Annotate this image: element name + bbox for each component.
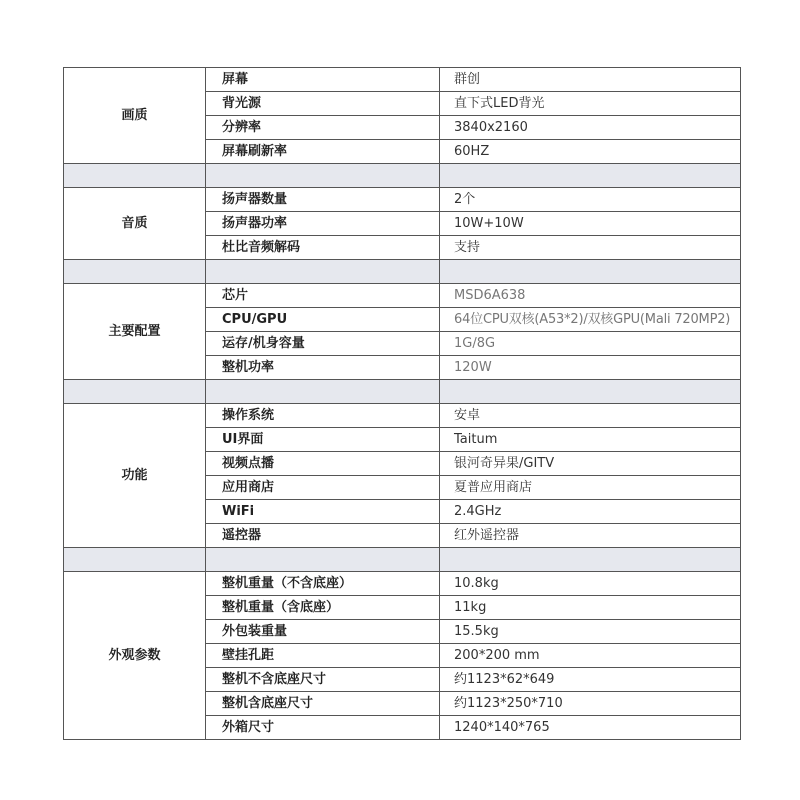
spec-label: 分辨率 bbox=[206, 116, 440, 140]
separator-cell bbox=[64, 164, 206, 188]
spec-value: 60HZ bbox=[440, 140, 741, 164]
spec-value: 银河奇异果/GITV bbox=[440, 452, 741, 476]
spec-label: 杜比音频解码 bbox=[206, 236, 440, 260]
spec-value: 1G/8G bbox=[440, 332, 741, 356]
spec-value: 2.4GHz bbox=[440, 500, 741, 524]
separator-cell bbox=[206, 164, 440, 188]
spec-table bbox=[63, 67, 741, 740]
spec-label: WiFi bbox=[206, 500, 440, 524]
spec-label: UI界面 bbox=[206, 428, 440, 452]
category-label: 外观参数 bbox=[64, 572, 206, 740]
category-label: 主要配置 bbox=[64, 284, 206, 380]
spec-label: CPU/GPU bbox=[206, 308, 440, 332]
spec-value: 1240*140*765 bbox=[440, 716, 741, 740]
spec-row bbox=[64, 68, 741, 92]
spec-label: 外箱尺寸 bbox=[206, 716, 440, 740]
separator-cell bbox=[206, 380, 440, 404]
spec-value: 10.8kg bbox=[440, 572, 741, 596]
spec-value: 夏普应用商店 bbox=[440, 476, 741, 500]
spec-value: 15.5kg bbox=[440, 620, 741, 644]
spec-value: 64位CPU双核(A53*2)/双核GPU(Mali 720MP2) bbox=[440, 308, 741, 332]
category-label: 画质 bbox=[64, 68, 206, 164]
spec-label: 背光源 bbox=[206, 92, 440, 116]
spec-label: 整机重量（含底座） bbox=[206, 596, 440, 620]
spec-value: 2个 bbox=[440, 188, 741, 212]
separator-cell bbox=[206, 260, 440, 284]
spec-label: 扬声器功率 bbox=[206, 212, 440, 236]
spec-label: 屏幕 bbox=[206, 68, 440, 92]
spec-row bbox=[64, 404, 741, 428]
spec-label: 遥控器 bbox=[206, 524, 440, 548]
spec-label: 视频点播 bbox=[206, 452, 440, 476]
separator-cell bbox=[64, 380, 206, 404]
spec-value: 3840x2160 bbox=[440, 116, 741, 140]
spec-value: 120W bbox=[440, 356, 741, 380]
separator-cell bbox=[440, 260, 741, 284]
spec-value: 直下式LED背光 bbox=[440, 92, 741, 116]
spec-label: 操作系统 bbox=[206, 404, 440, 428]
spec-value: 安卓 bbox=[440, 404, 741, 428]
spec-label: 芯片 bbox=[206, 284, 440, 308]
spec-value: Taitum bbox=[440, 428, 741, 452]
spec-label: 整机含底座尺寸 bbox=[206, 692, 440, 716]
spec-label: 外包装重量 bbox=[206, 620, 440, 644]
spec-label: 整机功率 bbox=[206, 356, 440, 380]
spec-row bbox=[64, 188, 741, 212]
spec-label: 应用商店 bbox=[206, 476, 440, 500]
spec-value: MSD6A638 bbox=[440, 284, 741, 308]
section-separator bbox=[64, 380, 741, 404]
section-separator bbox=[64, 260, 741, 284]
separator-cell bbox=[440, 380, 741, 404]
separator-cell bbox=[440, 548, 741, 572]
section-separator bbox=[64, 548, 741, 572]
spec-value: 约1123*62*649 bbox=[440, 668, 741, 692]
spec-label: 整机不含底座尺寸 bbox=[206, 668, 440, 692]
category-label: 功能 bbox=[64, 404, 206, 548]
separator-cell bbox=[64, 548, 206, 572]
spec-value: 11kg bbox=[440, 596, 741, 620]
spec-row bbox=[64, 284, 741, 308]
spec-value: 约1123*250*710 bbox=[440, 692, 741, 716]
spec-label: 运存/机身容量 bbox=[206, 332, 440, 356]
separator-cell bbox=[64, 260, 206, 284]
spec-label: 扬声器数量 bbox=[206, 188, 440, 212]
spec-value: 群创 bbox=[440, 68, 741, 92]
spec-row bbox=[64, 572, 741, 596]
spec-value: 10W+10W bbox=[440, 212, 741, 236]
spec-label: 整机重量（不含底座） bbox=[206, 572, 440, 596]
separator-cell bbox=[440, 164, 741, 188]
spec-value: 200*200 mm bbox=[440, 644, 741, 668]
spec-table-body bbox=[64, 68, 741, 740]
spec-label: 壁挂孔距 bbox=[206, 644, 440, 668]
spec-value: 红外遥控器 bbox=[440, 524, 741, 548]
spec-label: 屏幕刷新率 bbox=[206, 140, 440, 164]
category-label: 音质 bbox=[64, 188, 206, 260]
spec-value: 支持 bbox=[440, 236, 741, 260]
section-separator bbox=[64, 164, 741, 188]
separator-cell bbox=[206, 548, 440, 572]
